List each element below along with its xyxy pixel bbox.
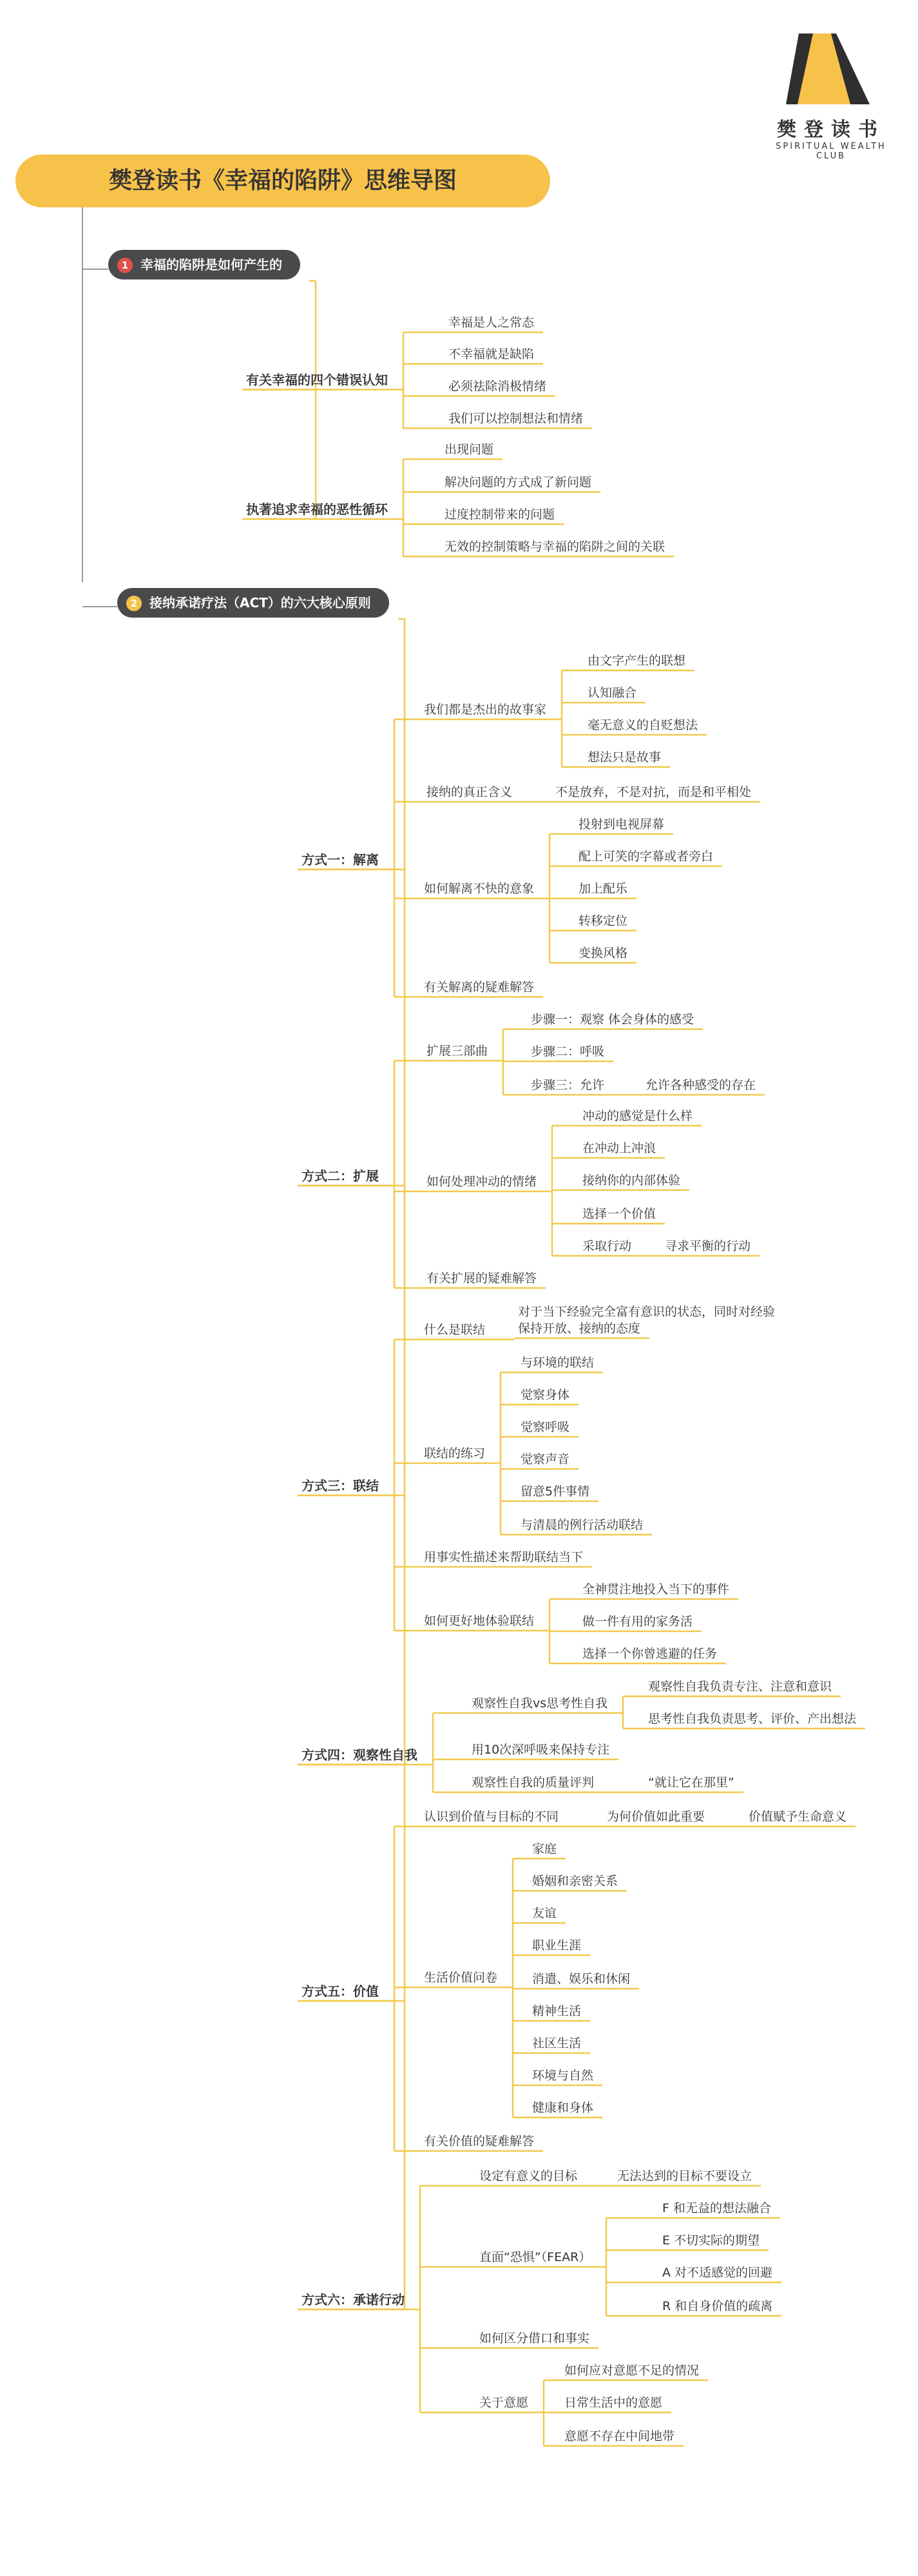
m3-n1-line-1: 对于当下经验完全富有意识的状态，同时对经验 xyxy=(518,1305,776,1319)
m2-n1-step-2: 步骤二：呼吸 xyxy=(531,1045,605,1059)
m1-n1-item-2: 认知融合 xyxy=(588,686,637,700)
m5-n2-item-4: 职业生涯 xyxy=(532,1938,582,1953)
section-1-label: 幸福的陷阱是如何产生的 xyxy=(140,257,282,272)
m5-n1-note-1: 为何价值如此重要 xyxy=(607,1810,705,1824)
s1-b1-item-2: 不幸福就是缺陷 xyxy=(448,347,535,361)
s1-b2-item-1: 出现问题 xyxy=(445,442,494,457)
m3-n3: 用事实性描述来帮助联结当下 xyxy=(424,1550,584,1564)
m3-n2-item-2: 觉察身体 xyxy=(521,1388,570,1402)
m3-n2-item-4: 觉察声音 xyxy=(521,1452,570,1466)
m6-n2-item-1: F 和无益的想法融合 xyxy=(662,2201,771,2215)
s1-b2-item-3: 过度控制带来的问题 xyxy=(445,507,555,522)
m1-n1-item-4: 想法只是故事 xyxy=(588,750,662,764)
m1-n2: 接纳的真正含义 xyxy=(426,785,513,799)
m2-n2-item-2: 在冲动上冲浪 xyxy=(582,1141,656,1155)
s1-b1-item-1: 幸福是人之常态 xyxy=(448,316,535,330)
method-4-label: 方式四：观察性自我 xyxy=(301,1747,417,1763)
m5-n2-item-2: 婚姻和亲密关系 xyxy=(532,1874,618,1888)
m4-n3: 观察性自我的质量评判 xyxy=(472,1776,595,1790)
m3-n1: 什么是联结 xyxy=(424,1323,486,1337)
m6-n1-note: 无法达到的目标不要设立 xyxy=(617,2169,752,2183)
m5-n2-item-1: 家庭 xyxy=(532,1842,557,1856)
m1-n1-item-1: 由文字产生的联想 xyxy=(588,654,686,668)
m3-n1-line-2: 保持开放、接纳的态度 xyxy=(518,1321,641,1336)
page-title: 樊登读书《幸福的陷阱》思维导图 xyxy=(108,167,457,194)
m6-n4-item-1: 如何应对意愿不足的情况 xyxy=(564,2363,700,2378)
m1-n3-item-1: 投射到电视屏幕 xyxy=(579,817,665,831)
method-6-label: 方式六：承诺行动 xyxy=(301,2292,405,2307)
m3-n2-item-6: 与清晨的例行活动联结 xyxy=(521,1518,644,1532)
m1-n3-item-5: 变换风格 xyxy=(579,946,628,960)
m1-n3-item-2: 配上可笑的字幕或者旁白 xyxy=(579,849,714,864)
m6-n4-item-3: 意愿不存在中间地带 xyxy=(564,2429,675,2443)
m3-n4-item-3: 选择一个你曾逃避的任务 xyxy=(582,1647,718,1661)
m3-n4-item-2: 做一件有用的家务活 xyxy=(582,1615,693,1629)
m2-n1-step-3: 步骤三：允许 xyxy=(531,1078,605,1092)
s1-b2-item-4: 无效的控制策略与幸福的陷阱之间的关联 xyxy=(445,540,665,554)
m6-n2-item-3: A 对不适感觉的回避 xyxy=(662,2266,773,2280)
m1-n3-item-4: 转移定位 xyxy=(579,914,628,928)
m5-n2-item-5: 消遣、娱乐和休闲 xyxy=(532,1972,631,1986)
s1-b2-item-2: 解决问题的方式成了新问题 xyxy=(445,475,592,489)
m2-n2-item-4: 选择一个价值 xyxy=(582,1207,656,1221)
s1-b1-item-3: 必须祛除消极情绪 xyxy=(448,379,547,393)
m5-n3: 有关价值的疑难解答 xyxy=(424,2134,535,2148)
m4-n1-item-2: 思考性自我负责思考、评价、产出想法 xyxy=(648,1712,857,1726)
section-2-badge: 2 xyxy=(126,596,142,611)
m3-n4-item-1: 全神贯注地投入当下的事件 xyxy=(582,1582,730,1596)
m3-n2: 联结的练习 xyxy=(424,1446,486,1461)
m2-n2-item-1: 冲动的感觉是什么样 xyxy=(582,1109,693,1123)
m6-n2-item-4: R 和自身价值的疏离 xyxy=(662,2299,773,2313)
m6-n4-item-2: 日常生活中的意愿 xyxy=(564,2396,663,2410)
m1-n2-note: 不是放弃，不是对抗，而是和平相处 xyxy=(555,785,752,799)
section-1-node xyxy=(108,250,300,279)
m5-n1-note-2: 价值赋予生命意义 xyxy=(749,1810,847,1824)
section-1-badge: 1 xyxy=(117,258,133,273)
logo-mountain-icon xyxy=(760,27,902,111)
m3-n2-item-3: 觉察呼吸 xyxy=(521,1420,570,1434)
method-5-label: 方式五：价值 xyxy=(301,1984,379,1999)
m3-n2-item-1: 与环境的联结 xyxy=(521,1356,595,1370)
m1-n1: 我们都是杰出的故事家 xyxy=(424,703,547,717)
m1-n1-item-3: 毫无意义的自贬想法 xyxy=(588,718,698,732)
m1-n3: 如何解离不快的意象 xyxy=(424,882,535,896)
m2-n1-step-1: 步骤一：观察 体会身体的感受 xyxy=(531,1012,694,1027)
m5-n2-item-9: 健康和身体 xyxy=(532,2101,594,2115)
s1-b1-item-4: 我们可以控制想法和情绪 xyxy=(448,412,584,426)
m3-n2-item-5: 留意5件事情 xyxy=(521,1484,590,1499)
method-3-label: 方式三：联结 xyxy=(301,1478,379,1493)
m2-n2-item-3: 接纳你的内部体验 xyxy=(582,1173,681,1188)
s1-branch-errors: 有关幸福的四个错误认知 xyxy=(246,372,388,388)
m5-n2-item-7: 社区生活 xyxy=(532,2036,582,2050)
m5-n2: 生活价值问卷 xyxy=(424,1971,498,1985)
section-2-node xyxy=(117,588,389,618)
m3-n4: 如何更好地体验联结 xyxy=(424,1614,535,1628)
m2-n1-step-3-note: 允许各种感受的存在 xyxy=(645,1078,756,1092)
m6-n1: 设定有意义的目标 xyxy=(479,2169,578,2183)
brand-name-en: SPIRITUAL WEALTH CLUB xyxy=(776,142,886,161)
brand-name-cn: 樊登读书 xyxy=(777,118,885,141)
m5-n2-item-3: 友谊 xyxy=(532,1906,557,1920)
m2-n2-item-5: 采取行动 xyxy=(582,1239,632,1253)
m2-n2: 如何处理冲动的情绪 xyxy=(426,1175,537,1189)
m4-n2: 用10次深呼吸来保持专注 xyxy=(472,1743,610,1757)
method-1-label: 方式一：解离 xyxy=(301,852,379,867)
m1-n3-item-3: 加上配乐 xyxy=(579,882,628,896)
m2-n2-note: 寻求平衡的行动 xyxy=(665,1239,751,1253)
m6-n3: 如何区分借口和事实 xyxy=(479,2331,590,2345)
m6-n2: 直面“恐惧”（FEAR） xyxy=(479,2250,591,2264)
m5-n1: 认识到价值与目标的不同 xyxy=(424,1810,559,1824)
m4-n1: 观察性自我vs思考性自我 xyxy=(472,1696,608,1710)
s1-branch-cycle: 执著追求幸福的恶性循环 xyxy=(246,502,388,517)
m4-n3-note: “就让它在那里” xyxy=(648,1776,734,1790)
m4-n1-item-1: 观察性自我负责专注、注意和意识 xyxy=(648,1680,832,1694)
m5-n2-item-8: 环境与自然 xyxy=(532,2069,594,2083)
section-2-label: 接纳承诺疗法（ACT）的六大核心原则 xyxy=(149,595,371,611)
m2-n1: 扩展三部曲 xyxy=(426,1044,488,1058)
m6-n4: 关于意愿 xyxy=(479,2396,529,2410)
m1-n4: 有关解离的疑难解答 xyxy=(424,980,535,994)
brand-logo xyxy=(760,27,902,161)
m6-n2-item-2: E 不切实际的期望 xyxy=(662,2233,760,2248)
m2-n3: 有关扩展的疑难解答 xyxy=(426,1271,537,1285)
method-2-label: 方式二：扩展 xyxy=(301,1168,379,1184)
m5-n2-item-6: 精神生活 xyxy=(532,2004,582,2018)
